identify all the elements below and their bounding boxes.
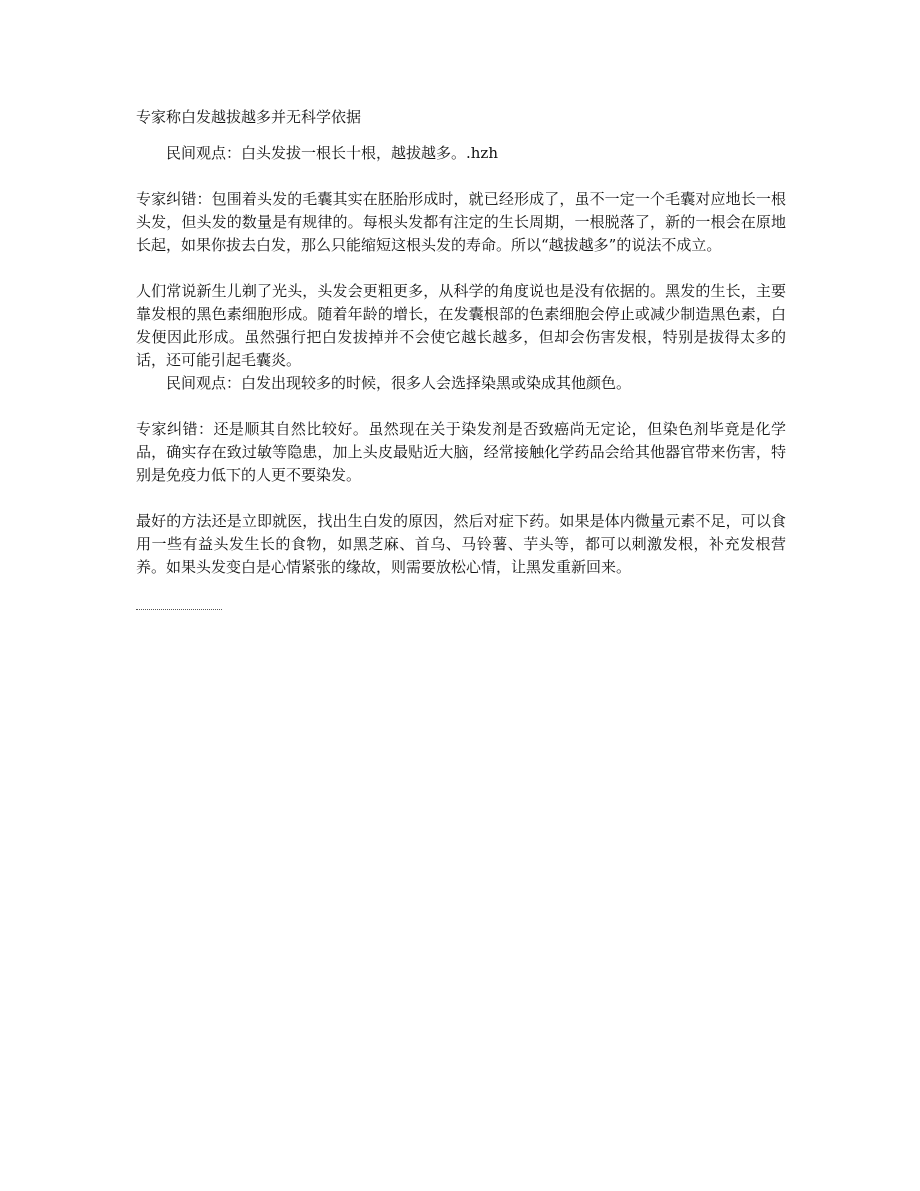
paragraph-folk-view-1: 民间观点：白头发拔一根长十根，越拔越多。.hzh xyxy=(166,144,498,162)
footnote-divider xyxy=(136,609,222,610)
paragraph-folk-view-2: 民间观点：白发出现较多的时候，很多人会选择染黑或染成其他颜色。 xyxy=(166,374,632,392)
paragraph-newborn-hair: 人们常说新生儿剃了光头，头发会更粗更多，从科学的角度说也是没有依据的。黑发的生长，主要靠发根的黑色素细胞形成。随着年龄的增长，在发囊根部的色素细胞会停止或减少制造黑色素，白发便因此形成。虽然强行把白发拔掉并不会使它越长越多，但却会伤害发根，特别是拔得太多的话，还可能引起毛囊炎。 xyxy=(136,282,786,369)
document-title: 专家称白发越拔越多并无科学依据 xyxy=(136,108,362,126)
paragraph-best-method: 最好的方法还是立即就医，找出生白发的原因，然后对症下药。如果是体内微量元素不足，可以食用一些有益头发生长的食物，如黑芝麻、首乌、马铃薯、芋头等，都可以刺激发根，补充发根营养。如果头发变白是心情紧张的缘故，则需要放松心情，让黑发重新回来。 xyxy=(136,512,786,576)
document-body xyxy=(136,106,786,579)
paragraph-expert-correction-2: 专家纠错：还是顺其自然比较好。虽然现在关于染发剂是否致癌尚无定论，但染色剂毕竟是化学品，确实存在致过敏等隐患，加上头皮最贴近大脑，经常接触化学药品会给其他器官带来伤害，特别是免疫力低下的人更不要染发。 xyxy=(136,420,786,484)
paragraph-expert-correction-1: 专家纠错：包围着头发的毛囊其实在胚胎形成时，就已经形成了，虽不一定一个毛囊对应地长一根头发，但头发的数量是有规律的。每根头发都有注定的生长周期，一根脱落了，新的一根会在原地长起，如果你拔去白发，那么只能缩短这根头发的寿命。所以“越拔越多”的说法不成立。 xyxy=(136,190,786,254)
